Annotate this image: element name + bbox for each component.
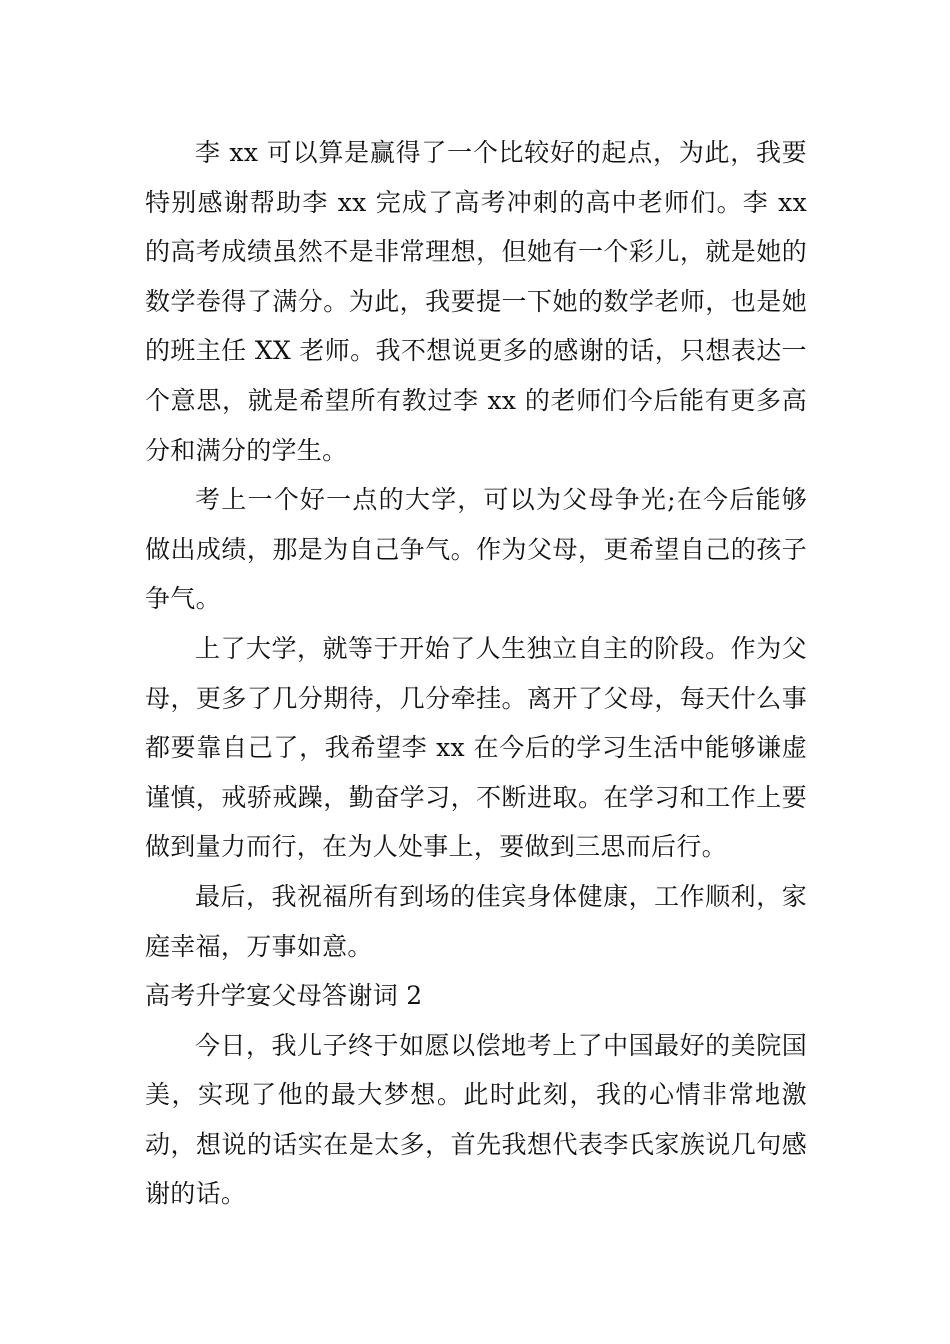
- paragraph-college-life: 上了大学，就等于开始了人生独立自主的阶段。作为父母，更多了几分期待，几分牵挂。离开了父母，每天什么事都要靠自己了，我希望李 xx 在今后的学习生活中能够谦虚谨慎，戒骄戒躁，勤奋学习，不断进取。在学习和工作上要做到量力而行，在为人处事上，要做到三思而后行。: [145, 633, 807, 862]
- paragraph-teachers-thanks: 李 xx 可以算是赢得了一个比较好的起点，为此，我要特别感谢帮助李 xx 完成了高考冲刺的高中老师们。李 xx 的高考成绩虽然不是非常理想，但她有一个彩儿，就是她的数学卷得了满分。为此，我要提一下她的数学老师，也是她的班主任 XX 老师。我不想说更多的感谢的话，只想表达一个意思，就是希望所有教过李 xx 的老师们今后能有更多高分和满分的学生。: [145, 138, 807, 465]
- paragraph-blessing: 最后，我祝福所有到场的佳宾身体健康，工作顺利，家庭幸福，万事如意。: [145, 881, 807, 961]
- document-body: [145, 128, 807, 1219]
- paragraph-good-university: 考上一个好一点的大学，可以为父母争光;在今后能够做出成绩，那是为自己争气。作为父母，更希望自己的孩子争气。: [145, 485, 807, 614]
- section-heading: 高考升学宴父母答谢词 2: [145, 981, 423, 1011]
- paragraph-son-admission: 今日，我儿子终于如愿以偿地考上了中国最好的美院国美，实现了他的最大梦想。此时此刻，我的心情非常地激动，想说的话实在是太多，首先我想代表李氏家族说几句感谢的话。: [145, 1030, 807, 1209]
